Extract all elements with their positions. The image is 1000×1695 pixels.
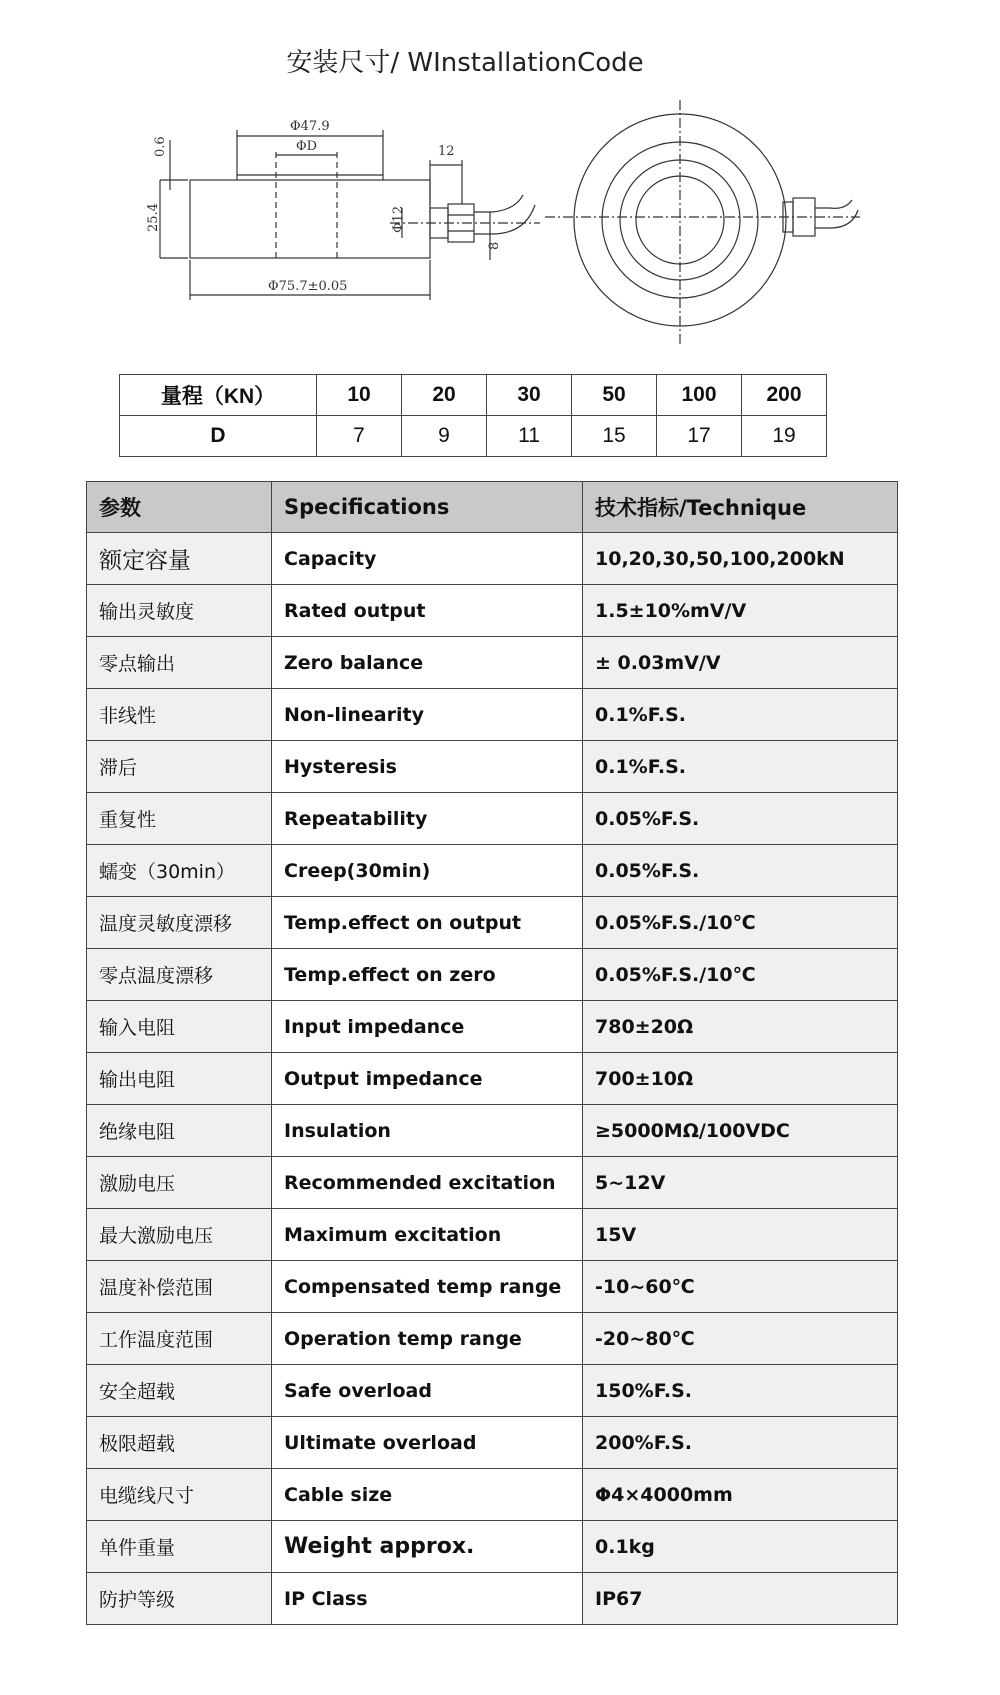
spec-value: -10~60℃ bbox=[583, 1261, 898, 1313]
d-row-label: D bbox=[120, 416, 317, 457]
range-header-label: 量程（KN） bbox=[120, 375, 317, 416]
page-title-text: 安装尺寸/ WInstallationCode bbox=[286, 47, 644, 78]
spec-value: ≥5000MΩ/100VDC bbox=[583, 1105, 898, 1157]
spec-en: Input impedance bbox=[272, 1001, 583, 1053]
d-cell: 11 bbox=[487, 416, 572, 457]
spec-header-row bbox=[87, 482, 898, 533]
spec-cn: 零点输出 bbox=[87, 637, 272, 689]
spec-cn: 额定容量 bbox=[87, 533, 272, 585]
drawing-svg bbox=[140, 100, 930, 360]
range-cell: 10 bbox=[317, 375, 402, 416]
spec-value: 780±20Ω bbox=[583, 1001, 898, 1053]
spec-value: 0.1%F.S. bbox=[583, 741, 898, 793]
spec-header-param: 参数 bbox=[87, 482, 272, 533]
table-row bbox=[87, 1365, 898, 1417]
table-row bbox=[87, 897, 898, 949]
spec-value: 0.05%F.S. bbox=[583, 845, 898, 897]
spec-en: Cable size bbox=[272, 1469, 583, 1521]
spec-cn: 蠕变（30min） bbox=[87, 845, 272, 897]
table-row bbox=[87, 533, 898, 585]
table-row bbox=[87, 1001, 898, 1053]
spec-en: Insulation bbox=[272, 1105, 583, 1157]
table-row bbox=[87, 1313, 898, 1365]
dim-top-width: Φ47.9 bbox=[290, 119, 330, 134]
dim-cable-offset: 12 bbox=[438, 144, 455, 159]
table-row bbox=[87, 1053, 898, 1105]
table-row bbox=[87, 1469, 898, 1521]
table-row bbox=[87, 1261, 898, 1313]
range-cell: 30 bbox=[487, 375, 572, 416]
table-row bbox=[87, 845, 898, 897]
dim-lip: 0.6 bbox=[153, 136, 168, 157]
d-cell: 15 bbox=[572, 416, 657, 457]
spec-value: 0.05%F.S./10℃ bbox=[583, 897, 898, 949]
dim-outer: Φ75.7±0.05 bbox=[268, 279, 348, 294]
spec-en: IP Class bbox=[272, 1573, 583, 1625]
spec-cn: 输出电阻 bbox=[87, 1053, 272, 1105]
spec-cn: 输出灵敏度 bbox=[87, 585, 272, 637]
spec-header-spec: Specifications bbox=[272, 482, 583, 533]
spec-cn: 温度补偿范围 bbox=[87, 1261, 272, 1313]
spec-en: Non-linearity bbox=[272, 689, 583, 741]
dim-cable: 8 bbox=[487, 241, 502, 250]
spec-en: Repeatability bbox=[272, 793, 583, 845]
spec-value: 1.5±10%mV/V bbox=[583, 585, 898, 637]
spec-table bbox=[86, 481, 898, 1625]
table-row bbox=[87, 741, 898, 793]
range-cell: 200 bbox=[742, 375, 827, 416]
spec-cn: 最大激励电压 bbox=[87, 1209, 272, 1261]
spec-en: Creep(30min) bbox=[272, 845, 583, 897]
table-row bbox=[87, 585, 898, 637]
spec-cn: 绝缘电阻 bbox=[87, 1105, 272, 1157]
table-row bbox=[87, 689, 898, 741]
spec-cn: 温度灵敏度漂移 bbox=[87, 897, 272, 949]
spec-cn: 输入电阻 bbox=[87, 1001, 272, 1053]
spec-value: ± 0.03mV/V bbox=[583, 637, 898, 689]
table-row bbox=[87, 793, 898, 845]
spec-value: 0.1kg bbox=[583, 1521, 898, 1573]
dim-bore: ΦD bbox=[296, 139, 318, 154]
spec-cn: 极限超载 bbox=[87, 1417, 272, 1469]
spec-value: 0.1%F.S. bbox=[583, 689, 898, 741]
table-row bbox=[87, 1157, 898, 1209]
spec-value: 10,20,30,50,100,200kN bbox=[583, 533, 898, 585]
spec-cn: 滞后 bbox=[87, 741, 272, 793]
spec-value: 200%F.S. bbox=[583, 1417, 898, 1469]
spec-cn: 激励电压 bbox=[87, 1157, 272, 1209]
spec-en: Weight approx. bbox=[272, 1521, 583, 1573]
spec-value: -20~80℃ bbox=[583, 1313, 898, 1365]
installation-drawing bbox=[140, 100, 930, 360]
spec-cn: 电缆线尺寸 bbox=[87, 1469, 272, 1521]
d-cell: 9 bbox=[402, 416, 487, 457]
range-table bbox=[119, 374, 827, 457]
spec-value: 150%F.S. bbox=[583, 1365, 898, 1417]
spec-value: Φ4×4000mm bbox=[583, 1469, 898, 1521]
spec-en: Temp.effect on zero bbox=[272, 949, 583, 1001]
spec-cn: 重复性 bbox=[87, 793, 272, 845]
spec-cn: 安全超载 bbox=[87, 1365, 272, 1417]
spec-cn: 零点温度漂移 bbox=[87, 949, 272, 1001]
spec-en: Compensated temp range bbox=[272, 1261, 583, 1313]
spec-header-tech: 技术指标/Technique bbox=[583, 482, 898, 533]
spec-cn: 单件重量 bbox=[87, 1521, 272, 1573]
dim-height: 25.4 bbox=[146, 203, 161, 232]
spec-cn: 非线性 bbox=[87, 689, 272, 741]
spec-en: Output impedance bbox=[272, 1053, 583, 1105]
table-row bbox=[87, 1521, 898, 1573]
spec-cn: 防护等级 bbox=[87, 1573, 272, 1625]
spec-en: Capacity bbox=[272, 533, 583, 585]
table-row bbox=[87, 1209, 898, 1261]
spec-en: Temp.effect on output bbox=[272, 897, 583, 949]
spec-en: Zero balance bbox=[272, 637, 583, 689]
spec-en: Hysteresis bbox=[272, 741, 583, 793]
d-cell: 17 bbox=[657, 416, 742, 457]
table-row bbox=[87, 1417, 898, 1469]
d-value-row bbox=[120, 416, 827, 457]
spec-value: 700±10Ω bbox=[583, 1053, 898, 1105]
table-row bbox=[87, 949, 898, 1001]
range-cell: 50 bbox=[572, 375, 657, 416]
spec-en: Rated output bbox=[272, 585, 583, 637]
spec-en: Maximum excitation bbox=[272, 1209, 583, 1261]
d-cell: 19 bbox=[742, 416, 827, 457]
range-cell: 20 bbox=[402, 375, 487, 416]
spec-value: IP67 bbox=[583, 1573, 898, 1625]
range-header-row bbox=[120, 375, 827, 416]
spec-value: 5~12V bbox=[583, 1157, 898, 1209]
spec-en: Safe overload bbox=[272, 1365, 583, 1417]
spec-value: 0.05%F.S./10℃ bbox=[583, 949, 898, 1001]
spec-en: Ultimate overload bbox=[272, 1417, 583, 1469]
side-lip bbox=[237, 175, 383, 180]
table-row bbox=[87, 1105, 898, 1157]
spec-value: 15V bbox=[583, 1209, 898, 1261]
dim-cable-dia: Φ12 bbox=[391, 205, 406, 233]
spec-en: Recommended excitation bbox=[272, 1157, 583, 1209]
table-row bbox=[87, 1573, 898, 1625]
range-cell: 100 bbox=[657, 375, 742, 416]
table-row bbox=[87, 637, 898, 689]
page-title bbox=[0, 38, 1000, 82]
d-cell: 7 bbox=[317, 416, 402, 457]
spec-en: Operation temp range bbox=[272, 1313, 583, 1365]
spec-value: 0.05%F.S. bbox=[583, 793, 898, 845]
spec-cn: 工作温度范围 bbox=[87, 1313, 272, 1365]
